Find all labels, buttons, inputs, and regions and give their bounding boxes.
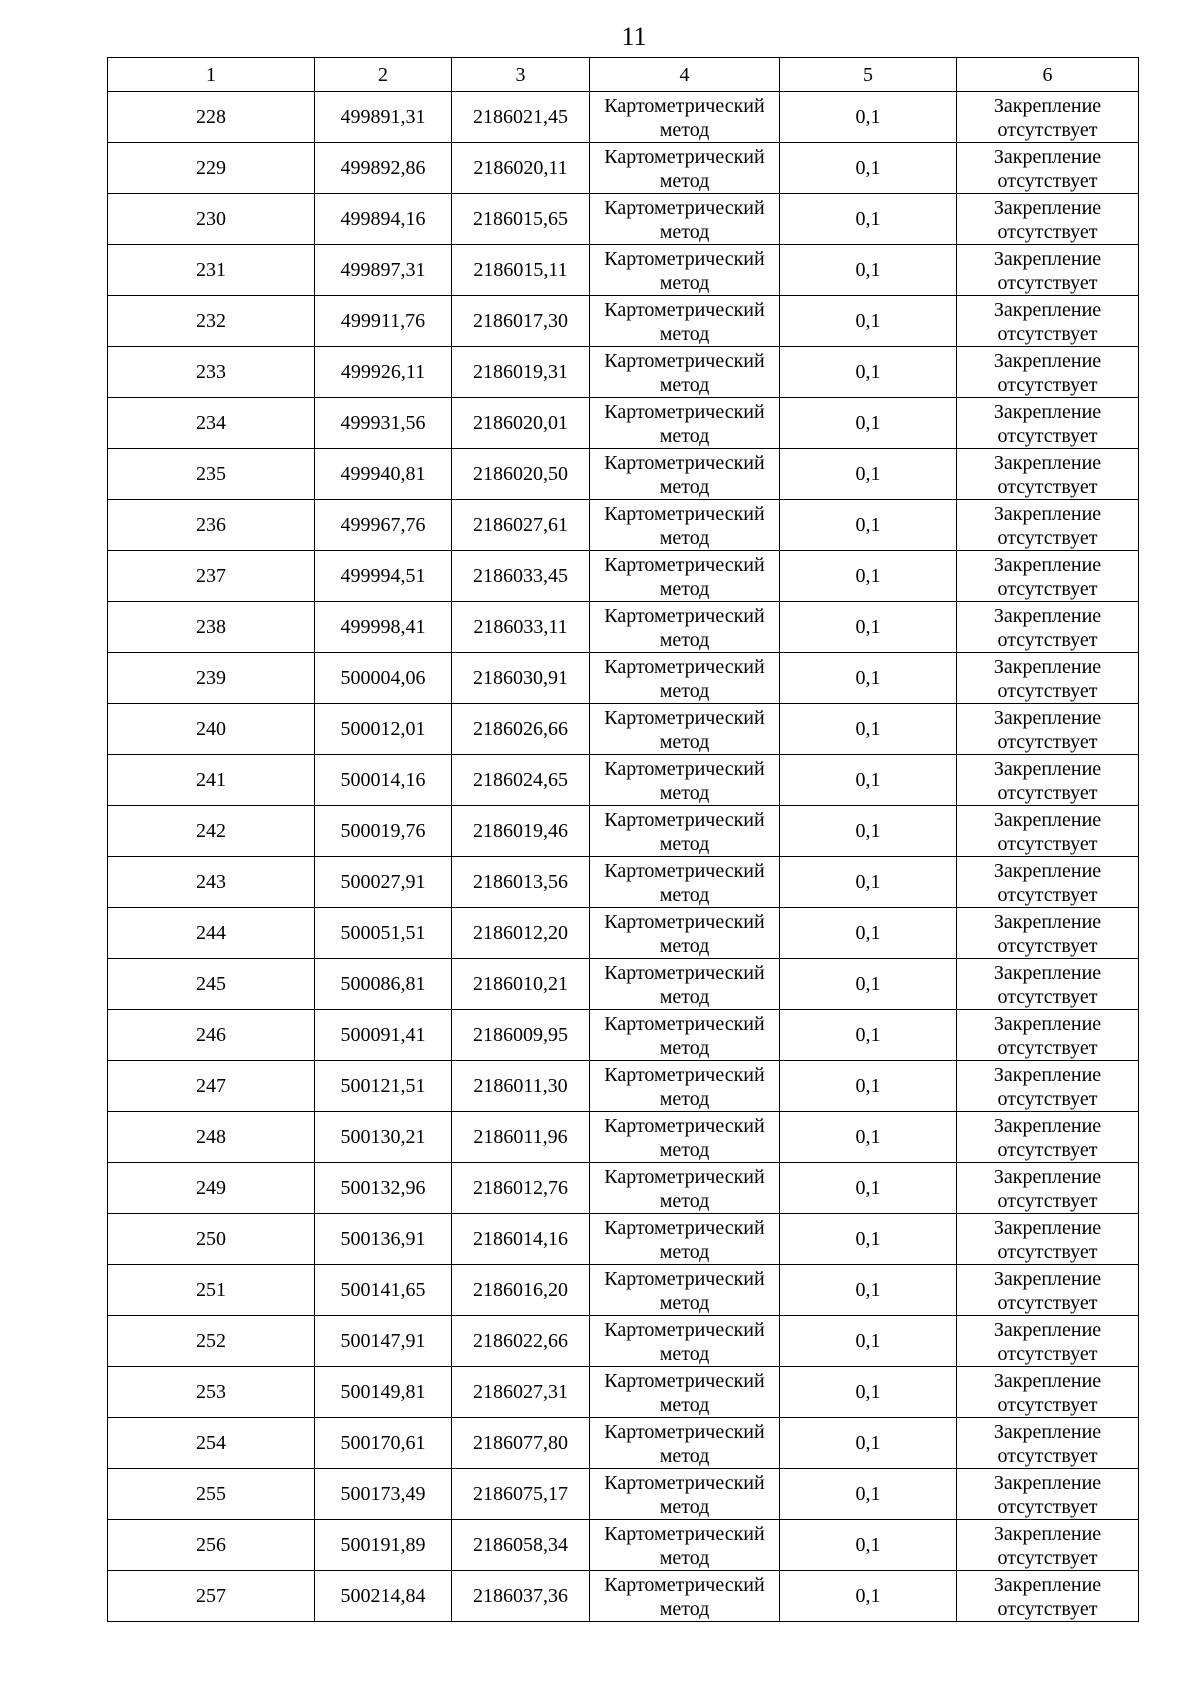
cell-method: [590, 449, 780, 500]
cell-coordinate-y: 2186026,66: [452, 704, 590, 755]
cell-coordinate-x: 500027,91: [315, 857, 452, 908]
table-row: [108, 194, 1139, 245]
cell-coordinate-x: 499931,56: [315, 398, 452, 449]
cell-fixing-text: Закрепление отсутствует: [993, 554, 1102, 600]
cell-method-text: Картометрический метод: [604, 707, 765, 753]
cell-method: [590, 959, 780, 1010]
cell-fixing-text: Закрепление отсутствует: [993, 299, 1102, 345]
cell-fixing: [957, 449, 1139, 500]
cell-method: [590, 1265, 780, 1316]
cell-method-text: Картометрический метод: [604, 1217, 765, 1263]
cell-point-number: 233: [108, 347, 315, 398]
cell-fixing: [957, 908, 1139, 959]
cell-method-text: Картометрический метод: [604, 809, 765, 855]
cell-method: [590, 296, 780, 347]
cell-coordinate-x: 500086,81: [315, 959, 452, 1010]
cell-method: [590, 806, 780, 857]
cell-method-text: Картометрический метод: [604, 197, 765, 243]
cell-coordinate-y: 2186033,11: [452, 602, 590, 653]
cell-fixing: [957, 1367, 1139, 1418]
cell-coordinate-y: 2186022,66: [452, 1316, 590, 1367]
table-row: [108, 857, 1139, 908]
cell-method-text: Картометрический метод: [604, 911, 765, 957]
cell-method-text: Картометрический метод: [604, 1574, 765, 1620]
cell-coordinate-x: 500014,16: [315, 755, 452, 806]
cell-coordinate-x: 499926,11: [315, 347, 452, 398]
cell-accuracy: 0,1: [780, 92, 957, 143]
cell-method: [590, 1010, 780, 1061]
cell-coordinate-x: 500191,89: [315, 1520, 452, 1571]
cell-accuracy: 0,1: [780, 1520, 957, 1571]
cell-fixing: [957, 1010, 1139, 1061]
cell-accuracy: 0,1: [780, 1061, 957, 1112]
cell-fixing: [957, 755, 1139, 806]
cell-coordinate-y: 2186015,11: [452, 245, 590, 296]
cell-coordinate-y: 2186024,65: [452, 755, 590, 806]
cell-fixing-text: Закрепление отсутствует: [993, 860, 1102, 906]
cell-method-text: Картометрический метод: [604, 1421, 765, 1467]
cell-point-number: 228: [108, 92, 315, 143]
cell-method: [590, 194, 780, 245]
table-row: [108, 347, 1139, 398]
cell-point-number: 250: [108, 1214, 315, 1265]
cell-point-number: 246: [108, 1010, 315, 1061]
cell-accuracy: 0,1: [780, 1469, 957, 1520]
cell-method-text: Картометрический метод: [604, 962, 765, 1008]
table-body: [108, 92, 1139, 1622]
cell-accuracy: 0,1: [780, 551, 957, 602]
column-header-1: 1: [108, 58, 315, 92]
cell-fixing-text: Закрепление отсутствует: [993, 656, 1102, 702]
table-row: [108, 1571, 1139, 1622]
cell-point-number: 243: [108, 857, 315, 908]
cell-coordinate-x: 500136,91: [315, 1214, 452, 1265]
cell-method-text: Картометрический метод: [604, 1523, 765, 1569]
cell-coordinate-x: 499940,81: [315, 449, 452, 500]
cell-accuracy: 0,1: [780, 194, 957, 245]
cell-method-text: Картометрический метод: [604, 656, 765, 702]
cell-fixing-text: Закрепление отсутствует: [993, 95, 1102, 141]
cell-point-number: 230: [108, 194, 315, 245]
cell-method: [590, 1214, 780, 1265]
cell-method-text: Картометрический метод: [604, 1013, 765, 1059]
cell-fixing: [957, 347, 1139, 398]
cell-method-text: Картометрический метод: [604, 503, 765, 549]
cell-fixing: [957, 857, 1139, 908]
cell-method: [590, 1061, 780, 1112]
cell-fixing: [957, 1061, 1139, 1112]
cell-fixing: [957, 194, 1139, 245]
cell-coordinate-y: 2186012,76: [452, 1163, 590, 1214]
cell-method-text: Картометрический метод: [604, 146, 765, 192]
cell-accuracy: 0,1: [780, 449, 957, 500]
cell-coordinate-x: 499891,31: [315, 92, 452, 143]
cell-accuracy: 0,1: [780, 1112, 957, 1163]
cell-accuracy: 0,1: [780, 1316, 957, 1367]
cell-fixing-text: Закрепление отсутствует: [993, 452, 1102, 498]
cell-fixing-text: Закрепление отсутствует: [993, 1370, 1102, 1416]
cell-coordinate-x: 499892,86: [315, 143, 452, 194]
cell-fixing: [957, 1571, 1139, 1622]
cell-accuracy: 0,1: [780, 347, 957, 398]
coordinates-table: [107, 57, 1139, 1622]
cell-method-text: Картометрический метод: [604, 1370, 765, 1416]
cell-coordinate-y: 2186020,11: [452, 143, 590, 194]
cell-coordinate-x: 500121,51: [315, 1061, 452, 1112]
cell-fixing-text: Закрепление отсутствует: [993, 707, 1102, 753]
cell-fixing: [957, 704, 1139, 755]
cell-method-text: Картометрический метод: [604, 605, 765, 651]
cell-point-number: 242: [108, 806, 315, 857]
cell-coordinate-x: 500141,65: [315, 1265, 452, 1316]
cell-fixing: [957, 653, 1139, 704]
table-row: [108, 551, 1139, 602]
table-row: [108, 1061, 1139, 1112]
cell-coordinate-y: 2186015,65: [452, 194, 590, 245]
cell-coordinate-y: 2186033,45: [452, 551, 590, 602]
cell-method: [590, 245, 780, 296]
cell-point-number: 231: [108, 245, 315, 296]
table-row: [108, 449, 1139, 500]
cell-point-number: 257: [108, 1571, 315, 1622]
cell-method-text: Картометрический метод: [604, 1472, 765, 1518]
cell-accuracy: 0,1: [780, 653, 957, 704]
cell-fixing: [957, 1520, 1139, 1571]
cell-method: [590, 704, 780, 755]
cell-coordinate-y: 2186013,56: [452, 857, 590, 908]
cell-coordinate-y: 2186075,17: [452, 1469, 590, 1520]
cell-method: [590, 857, 780, 908]
cell-fixing-text: Закрепление отсутствует: [993, 1166, 1102, 1212]
cell-accuracy: 0,1: [780, 704, 957, 755]
cell-accuracy: 0,1: [780, 857, 957, 908]
cell-point-number: 247: [108, 1061, 315, 1112]
cell-fixing-text: Закрепление отсутствует: [993, 962, 1102, 1008]
cell-coordinate-y: 2186037,36: [452, 1571, 590, 1622]
cell-fixing: [957, 500, 1139, 551]
cell-method: [590, 908, 780, 959]
cell-fixing: [957, 398, 1139, 449]
cell-coordinate-x: 500019,76: [315, 806, 452, 857]
cell-point-number: 240: [108, 704, 315, 755]
cell-method: [590, 1163, 780, 1214]
table-row: [108, 1418, 1139, 1469]
cell-point-number: 236: [108, 500, 315, 551]
cell-fixing-text: Закрепление отсутствует: [993, 911, 1102, 957]
cell-method-text: Картометрический метод: [604, 452, 765, 498]
table-row: [108, 398, 1139, 449]
cell-fixing-text: Закрепление отсутствует: [993, 1472, 1102, 1518]
cell-fixing: [957, 959, 1139, 1010]
cell-method: [590, 551, 780, 602]
cell-point-number: 253: [108, 1367, 315, 1418]
cell-point-number: 239: [108, 653, 315, 704]
cell-method: [590, 1469, 780, 1520]
cell-coordinate-x: 500004,06: [315, 653, 452, 704]
column-header-2: 2: [315, 58, 452, 92]
cell-fixing-text: Закрепление отсутствует: [993, 1523, 1102, 1569]
cell-coordinate-x: 499967,76: [315, 500, 452, 551]
cell-coordinate-x: 499897,31: [315, 245, 452, 296]
table-row: [108, 1112, 1139, 1163]
cell-fixing-text: Закрепление отсутствует: [993, 1115, 1102, 1161]
cell-method-text: Картометрический метод: [604, 860, 765, 906]
cell-accuracy: 0,1: [780, 1571, 957, 1622]
cell-coordinate-y: 2186021,45: [452, 92, 590, 143]
cell-fixing: [957, 806, 1139, 857]
cell-method-text: Картометрический метод: [604, 299, 765, 345]
cell-point-number: 249: [108, 1163, 315, 1214]
page-number: 11: [621, 22, 647, 51]
cell-accuracy: 0,1: [780, 959, 957, 1010]
cell-accuracy: 0,1: [780, 1367, 957, 1418]
cell-fixing-text: Закрепление отсутствует: [993, 1319, 1102, 1365]
table-row: [108, 1469, 1139, 1520]
cell-point-number: 241: [108, 755, 315, 806]
cell-coordinate-x: 500147,91: [315, 1316, 452, 1367]
cell-method-text: Картометрический метод: [604, 1115, 765, 1161]
cell-fixing: [957, 1316, 1139, 1367]
cell-fixing-text: Закрепление отсутствует: [993, 146, 1102, 192]
cell-accuracy: 0,1: [780, 500, 957, 551]
table-row: [108, 1520, 1139, 1571]
cell-point-number: 248: [108, 1112, 315, 1163]
table-row: [108, 296, 1139, 347]
cell-coordinate-y: 2186077,80: [452, 1418, 590, 1469]
cell-accuracy: 0,1: [780, 245, 957, 296]
cell-fixing: [957, 1112, 1139, 1163]
cell-coordinate-y: 2186027,61: [452, 500, 590, 551]
cell-coordinate-y: 2186020,01: [452, 398, 590, 449]
cell-fixing: [957, 1214, 1139, 1265]
cell-method: [590, 1520, 780, 1571]
table-row: [108, 245, 1139, 296]
cell-accuracy: 0,1: [780, 1418, 957, 1469]
cell-method-text: Картометрический метод: [604, 401, 765, 447]
table-row: [108, 959, 1139, 1010]
cell-coordinate-y: 2186011,96: [452, 1112, 590, 1163]
cell-method-text: Картометрический метод: [604, 1166, 765, 1212]
cell-point-number: 229: [108, 143, 315, 194]
cell-method: [590, 500, 780, 551]
table-row: [108, 806, 1139, 857]
table-row: [108, 602, 1139, 653]
cell-fixing-text: Закрепление отсутствует: [993, 401, 1102, 447]
cell-fixing: [957, 143, 1139, 194]
table-row: [108, 92, 1139, 143]
cell-method-text: Картометрический метод: [604, 758, 765, 804]
cell-coordinate-x: 499994,51: [315, 551, 452, 602]
cell-method-text: Картометрический метод: [604, 1268, 765, 1314]
cell-point-number: 235: [108, 449, 315, 500]
cell-coordinate-y: 2186020,50: [452, 449, 590, 500]
cell-coordinate-x: 500091,41: [315, 1010, 452, 1061]
cell-coordinate-y: 2186058,34: [452, 1520, 590, 1571]
cell-coordinate-x: 500132,96: [315, 1163, 452, 1214]
table-row: [108, 1316, 1139, 1367]
cell-method-text: Картометрический метод: [604, 1319, 765, 1365]
cell-coordinate-y: 2186030,91: [452, 653, 590, 704]
cell-method: [590, 398, 780, 449]
cell-accuracy: 0,1: [780, 755, 957, 806]
cell-point-number: 234: [108, 398, 315, 449]
cell-fixing: [957, 1163, 1139, 1214]
cell-point-number: 256: [108, 1520, 315, 1571]
cell-fixing-text: Закрепление отсутствует: [993, 1217, 1102, 1263]
cell-point-number: 255: [108, 1469, 315, 1520]
column-header-3: 3: [452, 58, 590, 92]
cell-fixing-text: Закрепление отсутствует: [993, 758, 1102, 804]
cell-fixing: [957, 1469, 1139, 1520]
cell-fixing-text: Закрепление отсутствует: [993, 248, 1102, 294]
cell-accuracy: 0,1: [780, 806, 957, 857]
cell-method: [590, 143, 780, 194]
cell-fixing: [957, 245, 1139, 296]
cell-method: [590, 1367, 780, 1418]
cell-coordinate-x: 500173,49: [315, 1469, 452, 1520]
cell-accuracy: 0,1: [780, 296, 957, 347]
cell-point-number: 232: [108, 296, 315, 347]
cell-coordinate-x: 500012,01: [315, 704, 452, 755]
table-row: [108, 653, 1139, 704]
cell-point-number: 245: [108, 959, 315, 1010]
cell-fixing-text: Закрепление отсутствует: [993, 809, 1102, 855]
cell-fixing-text: Закрепление отсутствует: [993, 605, 1102, 651]
cell-method: [590, 755, 780, 806]
cell-method: [590, 602, 780, 653]
cell-fixing: [957, 92, 1139, 143]
cell-fixing-text: Закрепление отсутствует: [993, 197, 1102, 243]
column-header-5: 5: [780, 58, 957, 92]
cell-accuracy: 0,1: [780, 143, 957, 194]
cell-method: [590, 92, 780, 143]
column-header-4: 4: [590, 58, 780, 92]
cell-coordinate-y: 2186017,30: [452, 296, 590, 347]
cell-coordinate-y: 2186014,16: [452, 1214, 590, 1265]
header-row: [108, 58, 1139, 92]
cell-point-number: 251: [108, 1265, 315, 1316]
cell-fixing: [957, 1265, 1139, 1316]
cell-method: [590, 347, 780, 398]
cell-coordinate-y: 2186010,21: [452, 959, 590, 1010]
cell-method: [590, 1112, 780, 1163]
cell-fixing-text: Закрепление отсутствует: [993, 1064, 1102, 1110]
cell-accuracy: 0,1: [780, 1010, 957, 1061]
table-row: [108, 500, 1139, 551]
table-row: [108, 143, 1139, 194]
column-header-6: 6: [957, 58, 1139, 92]
cell-fixing: [957, 551, 1139, 602]
cell-method-text: Картометрический метод: [604, 1064, 765, 1110]
cell-coordinate-y: 2186019,31: [452, 347, 590, 398]
table-row: [108, 704, 1139, 755]
cell-method: [590, 1316, 780, 1367]
cell-accuracy: 0,1: [780, 602, 957, 653]
cell-coordinate-x: 500051,51: [315, 908, 452, 959]
cell-fixing-text: Закрепление отсутствует: [993, 503, 1102, 549]
cell-fixing-text: Закрепление отсутствует: [993, 1421, 1102, 1467]
table-row: [108, 755, 1139, 806]
cell-accuracy: 0,1: [780, 1265, 957, 1316]
cell-accuracy: 0,1: [780, 398, 957, 449]
cell-method: [590, 1571, 780, 1622]
cell-point-number: 254: [108, 1418, 315, 1469]
cell-method: [590, 653, 780, 704]
cell-method: [590, 1418, 780, 1469]
cell-coordinate-y: 2186012,20: [452, 908, 590, 959]
cell-point-number: 244: [108, 908, 315, 959]
table-header: [108, 58, 1139, 92]
cell-point-number: 237: [108, 551, 315, 602]
cell-fixing-text: Закрепление отсутствует: [993, 1574, 1102, 1620]
cell-coordinate-x: 500214,84: [315, 1571, 452, 1622]
table-row: [108, 1265, 1139, 1316]
cell-coordinate-x: 500170,61: [315, 1418, 452, 1469]
cell-method-text: Картометрический метод: [604, 350, 765, 396]
cell-coordinate-y: 2186019,46: [452, 806, 590, 857]
table-row: [108, 1010, 1139, 1061]
cell-fixing: [957, 296, 1139, 347]
cell-coordinate-x: 500149,81: [315, 1367, 452, 1418]
cell-coordinate-x: 499911,76: [315, 296, 452, 347]
cell-coordinate-y: 2186011,30: [452, 1061, 590, 1112]
cell-fixing-text: Закрепление отсутствует: [993, 1268, 1102, 1314]
cell-accuracy: 0,1: [780, 908, 957, 959]
cell-coordinate-x: 499998,41: [315, 602, 452, 653]
cell-fixing: [957, 602, 1139, 653]
cell-coordinate-y: 2186027,31: [452, 1367, 590, 1418]
table-row: [108, 908, 1139, 959]
cell-fixing-text: Закрепление отсутствует: [993, 1013, 1102, 1059]
cell-fixing: [957, 1418, 1139, 1469]
cell-accuracy: 0,1: [780, 1214, 957, 1265]
cell-coordinate-y: 2186016,20: [452, 1265, 590, 1316]
cell-point-number: 238: [108, 602, 315, 653]
cell-coordinate-y: 2186009,95: [452, 1010, 590, 1061]
cell-fixing-text: Закрепление отсутствует: [993, 350, 1102, 396]
table-row: [108, 1367, 1139, 1418]
table-row: [108, 1214, 1139, 1265]
cell-method-text: Картометрический метод: [604, 248, 765, 294]
cell-point-number: 252: [108, 1316, 315, 1367]
cell-accuracy: 0,1: [780, 1163, 957, 1214]
cell-method-text: Картометрический метод: [604, 554, 765, 600]
table-row: [108, 1163, 1139, 1214]
cell-coordinate-x: 500130,21: [315, 1112, 452, 1163]
cell-method-text: Картометрический метод: [604, 95, 765, 141]
cell-coordinate-x: 499894,16: [315, 194, 452, 245]
